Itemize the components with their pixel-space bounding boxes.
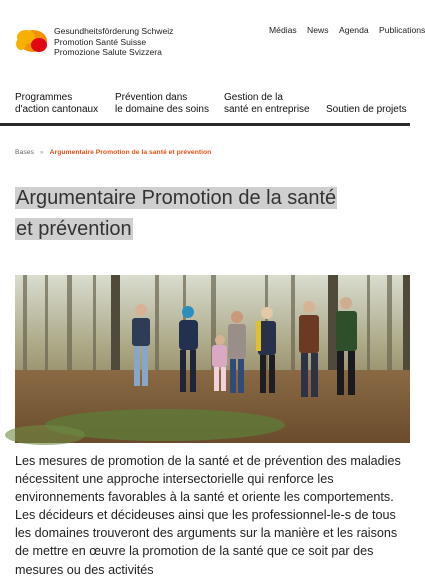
main-navigation: [0, 92, 410, 124]
logo-icon[interactable]: [14, 26, 48, 56]
mainnav-prevention-soins[interactable]: [115, 92, 209, 116]
breadcrumb-separator: »: [39, 149, 44, 156]
mainnav-label-line1: Gestion de la: [224, 92, 283, 103]
mainnav-label-line2: Soutien de projets: [326, 104, 407, 115]
mainnav-label-line1: [326, 92, 407, 104]
breadcrumb-home-link[interactable]: Bases: [15, 149, 34, 156]
mainnav-label-line2: santé en entreprise: [224, 104, 310, 115]
mainnav-programmes[interactable]: [15, 92, 98, 116]
nav-divider: [0, 123, 410, 126]
mainnav-label-line1: Prévention dans: [115, 92, 188, 103]
mainnav-label-line2: le domaine des soins: [115, 104, 209, 115]
topnav-news[interactable]: News: [307, 25, 329, 35]
page-title-text: Argumentaire Promotion de la santé et prévention: [16, 187, 337, 240]
organization-name-fr: Promotion Santé Suisse: [54, 36, 147, 47]
mainnav-soutien-projets[interactable]: [326, 92, 407, 116]
organization-name[interactable]: [54, 26, 173, 58]
intro-paragraph: Les mesures de promotion de la santé et de prévention des maladies nécessitent une approche intersectorielle qui renforce les environnements favorables à la santé et oriente les comportements. Les décideurs et décideuses ainsi que les professionnel-le-s de tous les domaines trouveront des arguments sur la manière et les raisons de mettre en œuvre la promotion de la santé que ce soit par des mesures ou des activités: [15, 454, 401, 577]
mainnav-label-line1: Programmes: [15, 92, 73, 103]
organization-name-it: Promozione Salute Svizzera: [54, 47, 162, 57]
topnav-medias[interactable]: Médias: [269, 25, 297, 35]
topnav-publications[interactable]: Publications: [379, 25, 425, 35]
breadcrumb-current-page[interactable]: Argumentaire Promotion de la santé et prévention: [49, 149, 212, 156]
organization-name-de: Gesundheitsförderung Schweiz: [54, 26, 174, 36]
mainnav-gestion-sante[interactable]: [224, 92, 310, 116]
breadcrumb: [15, 149, 211, 156]
mainnav-label-line2: d'action cantonaux: [15, 104, 99, 115]
page-title: [15, 183, 345, 245]
hero-image: [15, 275, 410, 443]
topnav-agenda[interactable]: Agenda: [339, 25, 369, 35]
